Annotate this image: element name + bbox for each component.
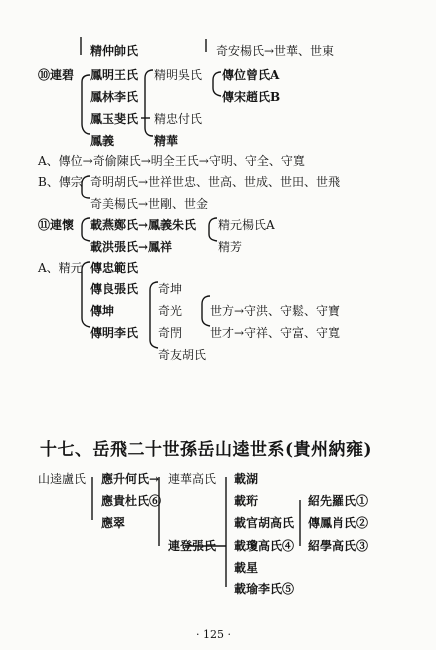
person-chuankun: 傳坤	[90, 304, 115, 318]
person-yingcui: 應翠	[101, 516, 126, 530]
person-qiming-hu-line: 奇明胡氏→世祥世忠、世高、世成、世田、世飛	[90, 175, 341, 189]
branch-a-chuanwei: A、傳位→奇偷陳氏→明全王氏→守明、守全、守寬	[38, 154, 305, 168]
branch-a-jingyuan: A、精元	[38, 261, 83, 275]
person-chuanming-li: 傳明李氏	[90, 326, 139, 340]
person-qiguang: 奇光	[158, 304, 183, 318]
person-zaiguan-hugao: 載官胡高氏	[234, 516, 295, 530]
person-jingzhong-shuai: 精仲帥氏	[90, 44, 139, 58]
person-jingzhong-fu: 精忠付氏	[154, 112, 203, 126]
person-chuanliang-zhang: 傳良張氏	[90, 282, 139, 296]
person-shaoxian-luo: 紹先羅氏①	[308, 494, 369, 508]
generation-lianhuai: ⑪連懷	[38, 218, 75, 232]
person-jingming-wu: 精明吳氏	[154, 68, 203, 82]
person-zaiqian: 載珩	[234, 494, 259, 508]
person-chuanzhong-fan: 傳忠範氏	[90, 261, 139, 275]
person-fengyu-luan: 鳳玉斐氏	[90, 112, 139, 126]
generation-lianbi: ⑩連碧	[38, 68, 75, 82]
person-chuanfeng-xiao: 傳鳳肖氏②	[308, 516, 369, 530]
person-jinghua: 精華	[154, 134, 179, 148]
person-shifang-line: 世方→守洪、守鬆、守寶	[210, 304, 341, 318]
person-chuansong-zhao: 傳宋趙氏B	[222, 90, 281, 104]
person-shankui-lu: 山逵盧氏	[38, 472, 87, 486]
person-zaiqiong-gao: 載瓊高氏④	[234, 539, 295, 553]
person-qimei-yang-line: 奇美楊氏→世剛、世金	[90, 197, 209, 211]
person-jingfang: 精芳	[218, 240, 243, 254]
person-qiyou-hu: 奇友胡氏	[158, 348, 207, 362]
person-zaixing: 載星	[234, 561, 259, 575]
page-number: · 125 ·	[196, 628, 231, 641]
person-zaihong-zhang-line: 載洪張氏→鳳祥	[90, 240, 173, 254]
branch-b-chuanzong: B、傳宗	[38, 175, 83, 189]
person-qian-yang-line: 奇安楊氏→世華、世東	[216, 44, 335, 58]
person-liandeng-zhang: 連登張氏	[168, 539, 217, 553]
person-zaiyu-li: 載瑜李氏⑤	[234, 582, 295, 596]
person-lianhua-gao: 連華高氏	[168, 472, 217, 486]
person-qichuang: 奇閅	[158, 326, 183, 340]
person-yingsheng-he: 應升何氏→	[101, 472, 160, 486]
person-fenglin-li: 鳳林李氏	[90, 90, 139, 104]
person-zaiyan-zheng-line: 載燕鄭氏→鳳義朱氏	[90, 218, 197, 232]
person-yinggui-du: 應貴杜氏⑥	[101, 494, 162, 508]
person-fengyi: 鳳義	[90, 134, 115, 148]
section-title: 十七、岳飛二十世孫岳山逵世系(貴州納雍)	[40, 440, 373, 460]
person-shicai-line: 世才→守祥、守富、守寬	[210, 326, 341, 340]
person-shaoxue-gao: 紹學高氏③	[308, 539, 369, 553]
person-qikun: 奇坤	[158, 282, 183, 296]
person-jingyuan-yang: 精元楊氏A	[218, 218, 275, 232]
person-chuanwei-zeng: 傳位曾氏A	[222, 68, 280, 82]
person-zaihu: 載湖	[234, 472, 259, 486]
person-fengming-wang: 鳳明王氏	[90, 68, 139, 82]
